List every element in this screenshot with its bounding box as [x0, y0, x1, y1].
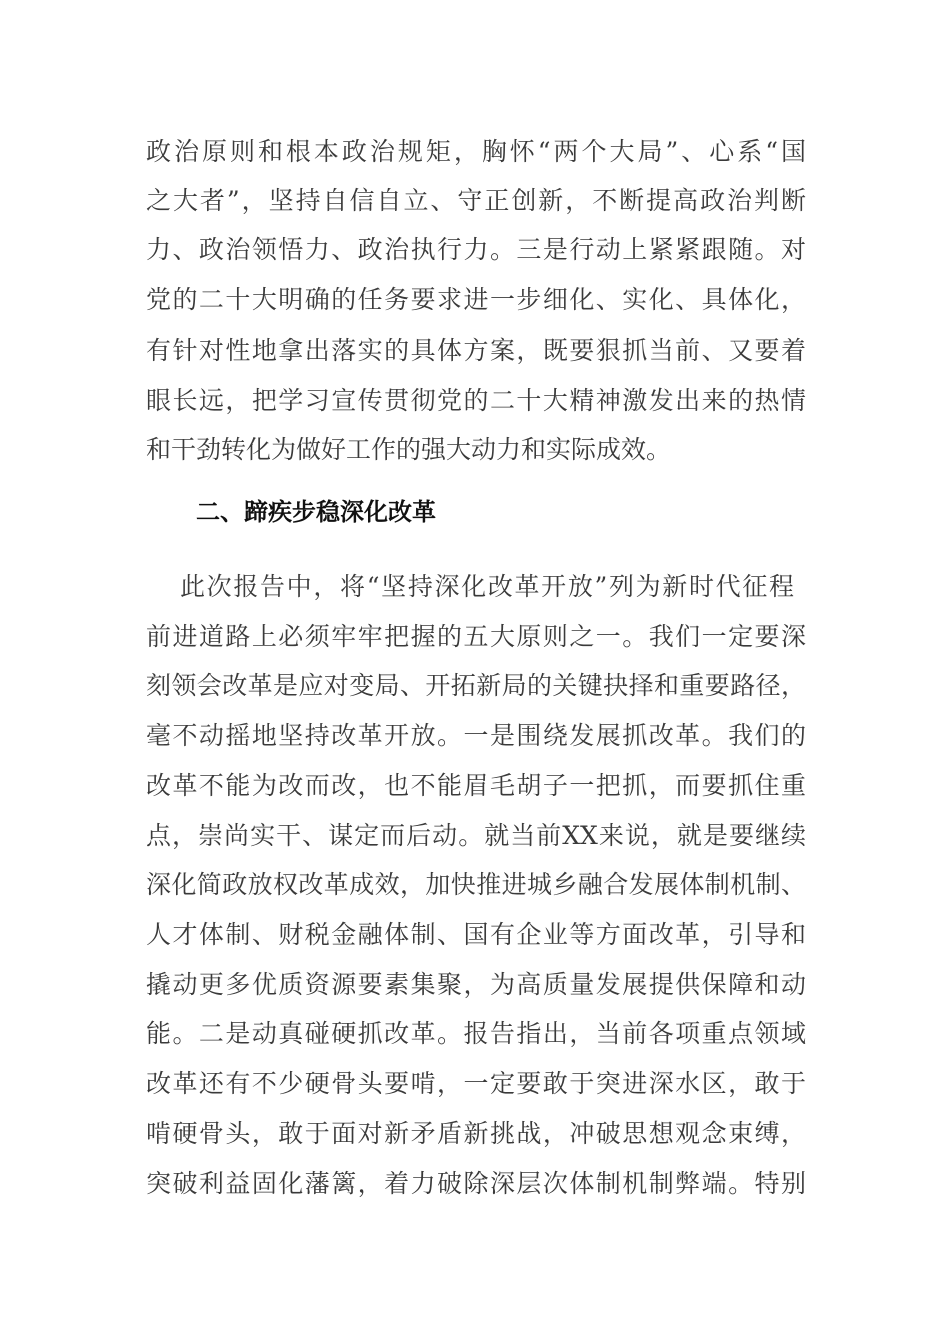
paragraph-2-line: 人才体制、财税金融体制、国有企业等方面改革，引导和 [146, 920, 806, 949]
paragraph-1-line: 眼长远，把学习宣传贯彻党的二十大精神激发出来的热情 [146, 386, 806, 415]
paragraph-2-line: 刻领会改革是应对变局、开拓新局的关键抉择和重要路径， [146, 671, 806, 700]
paragraph-2-line: 改革还有不少硬骨头要啃，一定要敢于突进深水区，敢于 [146, 1069, 806, 1098]
paragraph-1-line: 力、政治领悟力、政治执行力。三是行动上紧紧跟随。对 [146, 235, 806, 264]
paragraph-2-line: 能。二是动真碰硬抓改革。报告指出，当前各项重点领域 [146, 1019, 806, 1048]
paragraph-1-line: 有针对性地拿出落实的具体方案，既要狠抓当前、又要着 [146, 336, 806, 365]
paragraph-2-line: 突破利益固化藩篱，着力破除深层次体制机制弊端。特别 [146, 1169, 806, 1198]
paragraph-1-line: 和干劲转化为做好工作的强大动力和实际成效。 [146, 435, 672, 464]
paragraph-1-line: 之大者”，坚持自信自立、守正创新，不断提高政治判断 [146, 186, 806, 215]
paragraph-1-line: 政治原则和根本政治规矩，胸怀“两个大局”、心系“国 [146, 137, 806, 166]
paragraph-2-line: 撬动更多优质资源要素集聚，为高质量发展提供保障和动 [146, 970, 806, 999]
paragraph-2-line: 深化简政放权改革成效，加快推进城乡融合发展体制机制、 [146, 870, 806, 899]
section-heading: 二、蹄疾步稳深化改革 [196, 498, 436, 526]
paragraph-2-line: 啃硬骨头，敢于面对新矛盾新挑战，冲破思想观念束缚， [146, 1119, 806, 1148]
paragraph-2-line: 前进道路上必须牢牢把握的五大原则之一。我们一定要深 [146, 622, 806, 651]
paragraph-2-line: 点，崇尚实干、谋定而后动。就当前XX来说，就是要继续 [146, 821, 806, 850]
paragraph-1-line: 党的二十大明确的任务要求进一步细化、实化、具体化， [146, 285, 806, 314]
paragraph-2-line: 此次报告中，将“坚持深化改革开放”列为新时代征程 [180, 572, 794, 601]
paragraph-2-line: 毫不动摇地坚持改革开放。一是围绕发展抓改革。我们的 [146, 721, 806, 750]
paragraph-2-line: 改革不能为改而改，也不能眉毛胡子一把抓，而要抓住重 [146, 771, 806, 800]
